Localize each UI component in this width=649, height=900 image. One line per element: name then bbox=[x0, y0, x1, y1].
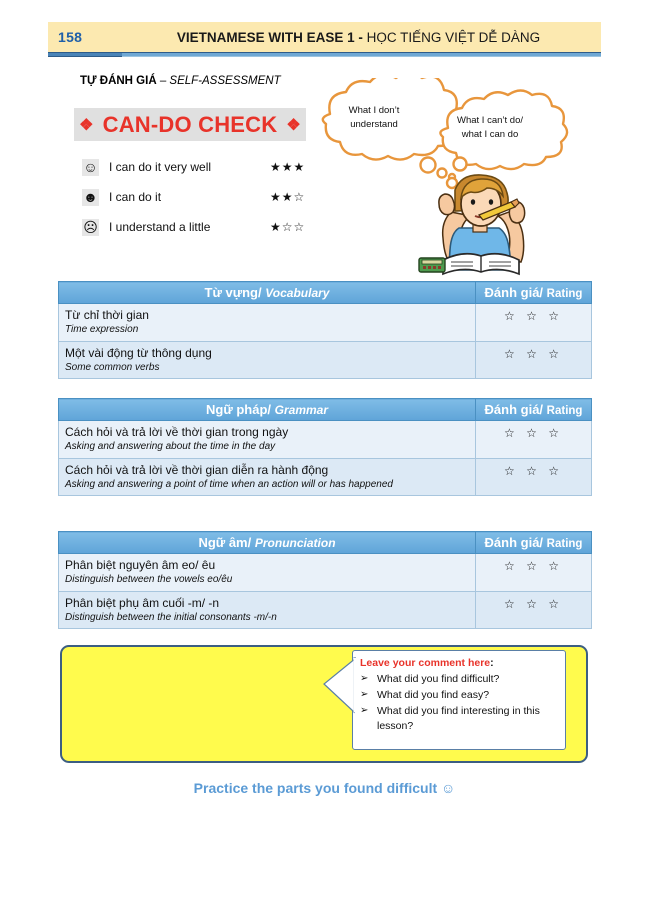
table-row bbox=[59, 591, 592, 629]
arrow-bullet-icon: ➢ bbox=[360, 673, 369, 684]
rating-header-en: Rating bbox=[546, 288, 583, 300]
rating-header-en: Rating bbox=[546, 538, 583, 550]
comment-question-item bbox=[360, 688, 560, 702]
smiley-happy-icon: ☺ bbox=[83, 159, 98, 175]
diamond-ornament-right-icon: ❖ bbox=[286, 116, 301, 134]
comment-question-text: What did you find easy? bbox=[377, 689, 490, 702]
thought-bubble-1-line2: understand bbox=[350, 119, 398, 131]
table-cell-item bbox=[59, 421, 476, 459]
grammar-header-cell bbox=[59, 399, 476, 421]
vocabulary-header-cell bbox=[59, 282, 476, 304]
can-do-check-banner bbox=[74, 108, 306, 141]
table-cell-item bbox=[59, 304, 476, 342]
rating-header-cell bbox=[476, 399, 592, 421]
item-text-en: Distinguish between the initial consonants -m/-n bbox=[65, 611, 277, 623]
table-row bbox=[59, 458, 592, 496]
item-text-vi: Phân biệt nguyên âm eo/ êu bbox=[65, 558, 216, 572]
legend-item-label: I can do it very well bbox=[109, 160, 212, 174]
grammar-header-vi: Ngữ pháp/ bbox=[205, 402, 272, 417]
item-text-vi: Một vài động từ thông dụng bbox=[65, 345, 212, 360]
comment-instructions-title bbox=[360, 657, 560, 669]
thought-bubble-2-line2: what I can do bbox=[461, 129, 519, 141]
comment-title-colon: : bbox=[490, 657, 494, 669]
smiley-neutral-icon: ☻ bbox=[83, 189, 98, 205]
legend-item-stars: ★☆☆ bbox=[270, 220, 306, 234]
table-row bbox=[59, 341, 592, 379]
rating-stars-cell[interactable]: ☆ ☆ ☆ bbox=[476, 341, 592, 379]
table-row bbox=[59, 304, 592, 342]
item-text-en: Asking and answering about the time in the day bbox=[65, 441, 276, 453]
grammar-table bbox=[58, 398, 592, 496]
table-header-row bbox=[59, 282, 592, 304]
comment-title-text: Leave your comment here bbox=[360, 657, 491, 669]
arrow-bullet-icon: ➢ bbox=[360, 689, 369, 701]
vocabulary-table bbox=[58, 281, 592, 379]
item-text-en: Asking and answering a point of time when an action will or has happened bbox=[65, 478, 393, 490]
item-text-en: Some common verbs bbox=[65, 361, 160, 373]
rating-header-vi: Đánh giá/ bbox=[484, 285, 544, 300]
table-cell-item bbox=[59, 591, 476, 629]
item-text-vi: Phân biệt phụ âm cuối -m/ -n bbox=[65, 595, 220, 610]
rating-header-vi: Đánh giá/ bbox=[484, 402, 544, 417]
grammar-header-en: Grammar bbox=[274, 403, 329, 417]
thought-bubble-1-text bbox=[328, 104, 420, 133]
boy-studying-illustration bbox=[415, 172, 545, 280]
legend-item-label: I understand a little bbox=[109, 220, 211, 234]
smiley-sad-icon: ☹ bbox=[83, 219, 98, 235]
table-cell-item bbox=[59, 458, 476, 496]
item-text-vi: Cách hỏi và trả lời về thời gian trong ngày bbox=[65, 425, 289, 439]
table-cell-item bbox=[59, 554, 476, 592]
rating-header-cell bbox=[476, 282, 592, 304]
table-row bbox=[59, 554, 592, 592]
rating-stars-cell[interactable]: ☆ ☆ ☆ bbox=[476, 591, 592, 629]
comment-question-item bbox=[360, 704, 560, 732]
item-text-en: Distinguish between the vowels eo/êu bbox=[65, 574, 233, 586]
pronunciation-header-vi: Ngữ âm/ bbox=[198, 535, 252, 550]
diamond-ornament-left-icon: ❖ bbox=[79, 116, 94, 134]
self-assessment-heading bbox=[80, 75, 281, 87]
rating-stars-cell[interactable]: ☆ ☆ ☆ bbox=[476, 304, 592, 342]
rating-header-en: Rating bbox=[546, 405, 583, 417]
table-header-row bbox=[59, 532, 592, 554]
legend-item-stars: ★★★ bbox=[270, 160, 306, 174]
pronunciation-table bbox=[58, 531, 592, 629]
comment-question-text: What did you find difficult? bbox=[377, 673, 500, 685]
arrow-bullet-icon: ➢ bbox=[360, 705, 369, 717]
table-cell-item bbox=[59, 341, 476, 379]
balloon-tail-icon bbox=[322, 656, 356, 714]
self-assessment-label-vi: TỰ ĐÁNH GIÁ bbox=[80, 75, 157, 87]
header-divider-rule bbox=[48, 52, 601, 57]
table-row bbox=[59, 421, 592, 459]
self-assessment-label-en: SELF-ASSESSMENT bbox=[169, 75, 281, 87]
comment-question-item bbox=[360, 672, 560, 686]
item-text-vi: Từ chỉ thời gian bbox=[65, 308, 149, 322]
legend-item-stars: ★★☆ bbox=[270, 190, 306, 204]
vocabulary-header-vi: Từ vựng/ bbox=[204, 285, 262, 300]
comment-instructions-text bbox=[360, 657, 560, 735]
page-header bbox=[48, 22, 601, 52]
header-divider-rule-pagenum bbox=[48, 52, 122, 57]
rating-stars-cell[interactable]: ☆ ☆ ☆ bbox=[476, 554, 592, 592]
page-title-english: VIETNAMESE WITH EASE 1 - bbox=[176, 29, 367, 45]
comment-question-text: What did you find interesting in this lesson? bbox=[377, 705, 540, 732]
page-title bbox=[122, 30, 601, 45]
rating-stars-cell[interactable]: ☆ ☆ ☆ bbox=[476, 458, 592, 496]
pronunciation-header-en: Pronunciation bbox=[254, 536, 336, 550]
table-header-row bbox=[59, 399, 592, 421]
vocabulary-header-en: Vocabulary bbox=[265, 286, 330, 300]
thought-bubble-2-text bbox=[442, 114, 538, 143]
practice-footer-text: Practice the parts you found difficult ☺ bbox=[193, 780, 456, 796]
rating-stars-cell[interactable]: ☆ ☆ ☆ bbox=[476, 421, 592, 459]
item-text-en: Time expression bbox=[65, 324, 139, 336]
can-do-check-label: CAN-DO CHECK bbox=[102, 111, 278, 137]
self-assessment-dash: – bbox=[156, 75, 170, 87]
legend-item-label: I can do it bbox=[109, 190, 162, 204]
legend-item bbox=[82, 212, 342, 242]
thought-bubble-2-line1: What I can’t do/ bbox=[456, 115, 523, 126]
rating-header-vi: Đánh giá/ bbox=[484, 535, 544, 550]
item-text-vi: Cách hỏi và trả lời về thời gian diễn ra hành động bbox=[65, 462, 329, 477]
rating-header-cell bbox=[476, 532, 592, 554]
page-title-vietnamese: HỌC TIẾNG VIỆT DỄ DÀNG bbox=[366, 29, 541, 45]
thought-bubble-1-line1: What I don’t bbox=[348, 105, 400, 116]
pronunciation-header-cell bbox=[59, 532, 476, 554]
page-number: 158 bbox=[58, 29, 83, 45]
